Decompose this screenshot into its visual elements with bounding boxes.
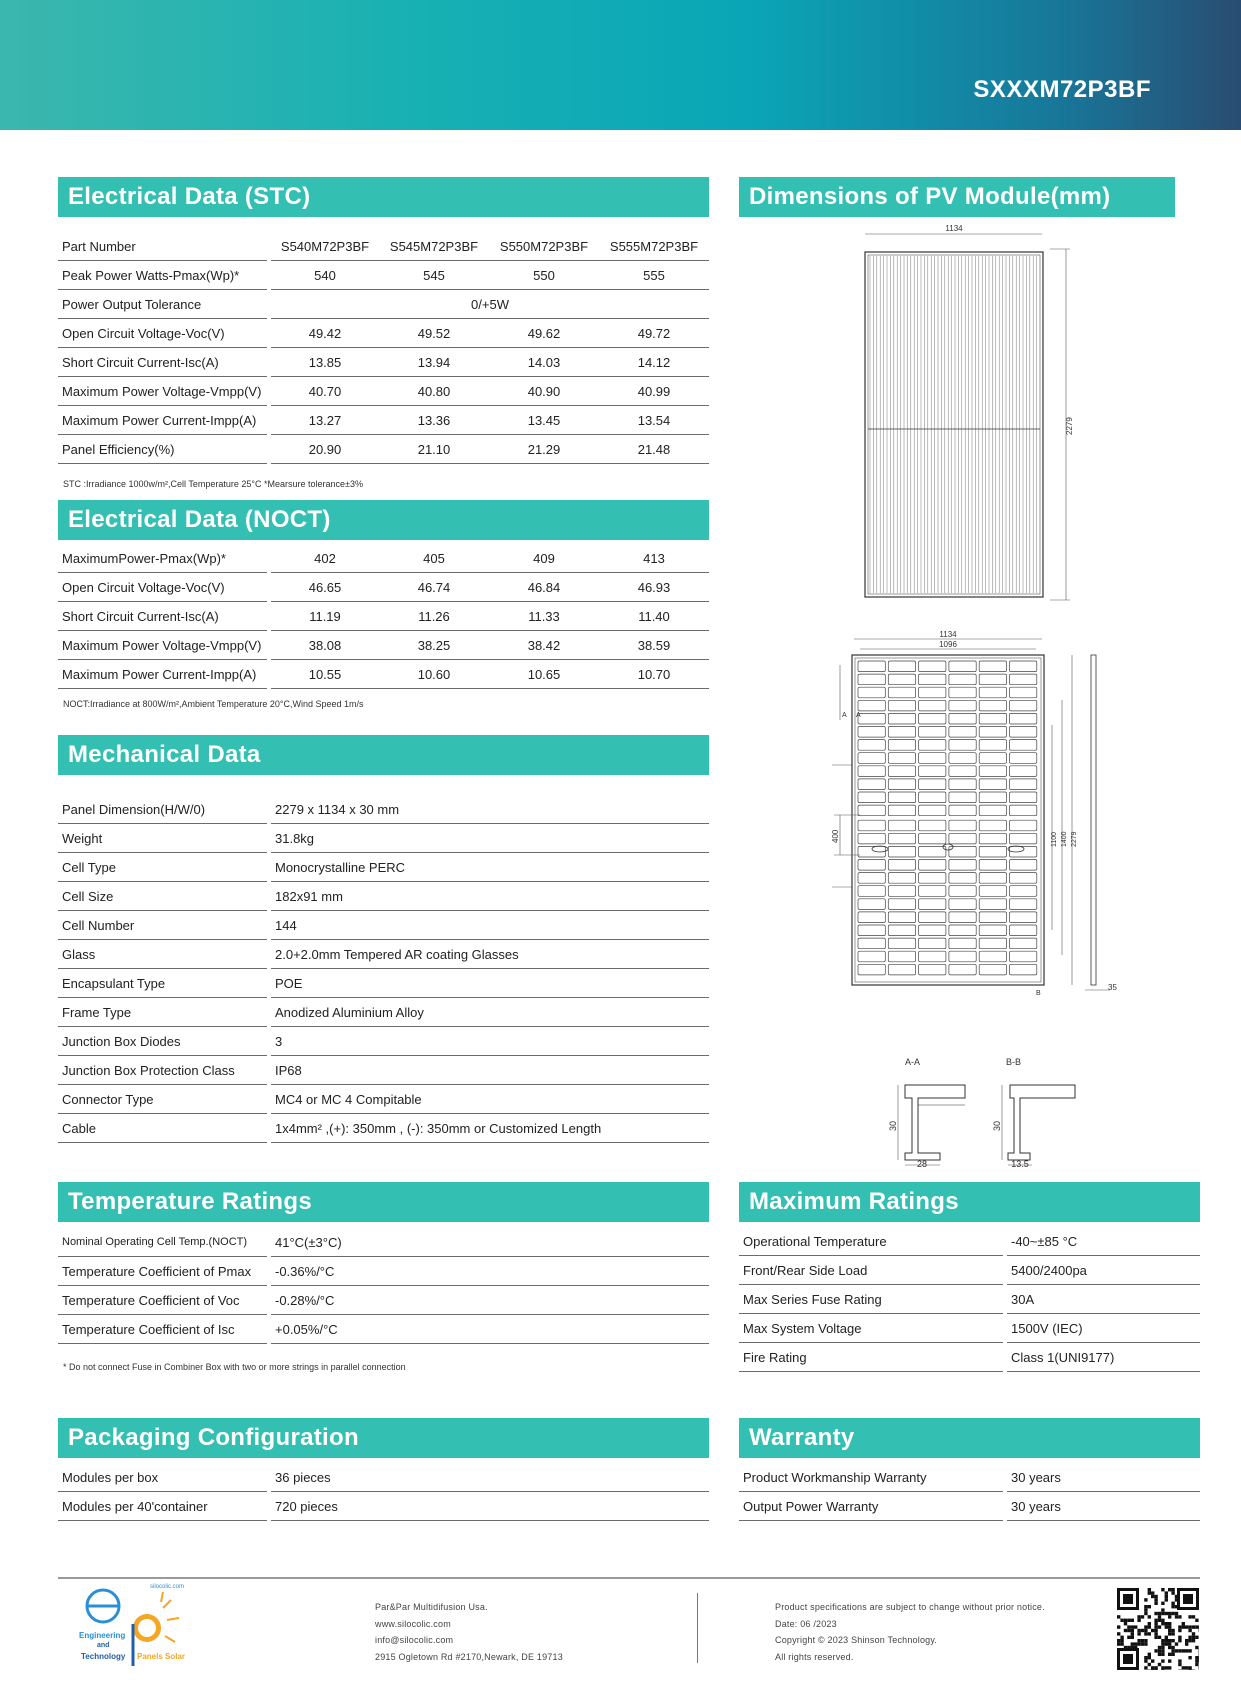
row-value: 5400/2400pa <box>1005 1256 1200 1285</box>
row-value: 46.65 <box>269 573 379 602</box>
dim-400: 400 <box>831 829 840 843</box>
row-label: Nominal Operating Cell Temp.(NOCT) <box>58 1228 269 1257</box>
row-value: 21.48 <box>599 435 709 464</box>
module-front-drawing <box>820 220 1080 610</box>
temperature-title: Temperature Ratings <box>68 1188 312 1215</box>
row-value: 2.0+2.0mm Tempered AR coating Glasses <box>269 940 709 969</box>
row-value: 46.93 <box>599 573 709 602</box>
row-value: 49.42 <box>269 319 379 348</box>
row-label: Open Circuit Voltage-Voc(V) <box>58 319 269 348</box>
row-value: 11.26 <box>379 602 489 631</box>
row-value: 13.54 <box>599 406 709 435</box>
table-row <box>58 631 709 660</box>
row-value: Anodized Aluminium Alloy <box>269 998 709 1027</box>
row-value: 38.59 <box>599 631 709 660</box>
table-row <box>739 1285 1200 1314</box>
stc-column-header: S555M72P3BF <box>599 232 709 261</box>
row-value: 13.45 <box>489 406 599 435</box>
table-row <box>58 1056 709 1085</box>
row-value: 1500V (IEC) <box>1005 1314 1200 1343</box>
row-label: Modules per box <box>58 1463 269 1492</box>
row-label: Panel Dimension(H/W/0) <box>58 795 269 824</box>
dimensions-title: Dimensions of PV Module(mm) <box>749 183 1111 210</box>
table-row <box>58 1228 709 1257</box>
stc-table <box>58 232 709 464</box>
row-value: 11.40 <box>599 602 709 631</box>
row-label: Cell Type <box>58 853 269 882</box>
noct-note: NOCT:Irradiance at 800W/m²,Ambient Temperature 20°C,Wind Speed 1m/s <box>63 699 364 709</box>
section-a-width: 28 <box>916 1159 928 1169</box>
packaging-table <box>58 1463 709 1521</box>
row-label: Temperature Coefficient of Pmax <box>58 1257 269 1286</box>
row-label: Operational Temperature <box>739 1227 1005 1256</box>
row-value: 540 <box>269 261 379 290</box>
row-label: Output Power Warranty <box>739 1492 1005 1521</box>
row-label: Frame Type <box>58 998 269 1027</box>
row-value: 405 <box>379 544 489 573</box>
table-row <box>58 882 709 911</box>
temperature-note: * Do not connect Fuse in Combiner Box with two or more strings in parallel connection <box>63 1362 406 1372</box>
row-value: Class 1(UNI9177) <box>1005 1343 1200 1372</box>
table-row <box>58 853 709 882</box>
row-label: Maximum Power Voltage-Vmpp(V) <box>58 377 269 406</box>
row-value: 550 <box>489 261 599 290</box>
table-row <box>58 1492 709 1521</box>
row-value: 30A <box>1005 1285 1200 1314</box>
row-label: Maximum Power Current-Impp(A) <box>58 660 269 689</box>
row-value: 13.85 <box>269 348 379 377</box>
table-row <box>58 940 709 969</box>
table-row <box>58 406 709 435</box>
row-value: 10.65 <box>489 660 599 689</box>
row-value: IP68 <box>269 1056 709 1085</box>
row-value: 3 <box>269 1027 709 1056</box>
row-label: Junction Box Diodes <box>58 1027 269 1056</box>
section-a-height: 30 <box>888 1120 898 1131</box>
temperature-table <box>58 1228 709 1344</box>
dim-height-top: 2279 <box>1065 417 1074 435</box>
row-label: Product Workmanship Warranty <box>739 1463 1005 1492</box>
table-row <box>58 290 709 319</box>
maximum-table <box>739 1227 1200 1372</box>
mechanical-section-header <box>58 735 709 775</box>
row-label: Glass <box>58 940 269 969</box>
qr-code-icon[interactable] <box>1117 1588 1199 1670</box>
row-value: 2279 x 1134 x 30 mm <box>269 795 709 824</box>
row-label: Panel Efficiency(%) <box>58 435 269 464</box>
row-value: 36 pieces <box>269 1463 709 1492</box>
table-row <box>58 348 709 377</box>
row-value: 30 years <box>1005 1492 1200 1521</box>
row-value: 13.94 <box>379 348 489 377</box>
table-row <box>58 1286 709 1315</box>
row-value: -0.36%/°C <box>269 1257 709 1286</box>
row-value: -0.28%/°C <box>269 1286 709 1315</box>
header-banner <box>0 0 1241 130</box>
row-label: Encapsulant Type <box>58 969 269 998</box>
table-row <box>58 544 709 573</box>
table-row <box>58 261 709 290</box>
model-title: SXXXM72P3BF <box>973 76 1151 103</box>
row-label: Fire Rating <box>739 1343 1005 1372</box>
row-label: Cell Number <box>58 911 269 940</box>
row-label: Temperature Coefficient of Isc <box>58 1315 269 1344</box>
row-value: -40~±85 °C <box>1005 1227 1200 1256</box>
row-value: 144 <box>269 911 709 940</box>
row-value: 30 years <box>1005 1463 1200 1492</box>
dim-width-top: 1134 <box>945 224 963 233</box>
row-value: 11.19 <box>269 602 379 631</box>
row-value: 49.62 <box>489 319 599 348</box>
row-value: 21.29 <box>489 435 599 464</box>
warranty-section-header <box>739 1418 1200 1458</box>
table-row <box>58 1027 709 1056</box>
table-row <box>58 1257 709 1286</box>
stc-column-header: S540M72P3BF <box>269 232 379 261</box>
row-label: Peak Power Watts-Pmax(Wp)* <box>58 261 269 290</box>
footer-legal: Product specifications are subject to change without prior notice. Date: 06 /2023 Copyright © 2023 Shinson Technology. All rights reserved. <box>775 1602 1045 1662</box>
row-value: 40.80 <box>379 377 489 406</box>
row-label: Power Output Tolerance <box>58 290 269 319</box>
table-row <box>58 435 709 464</box>
row-label: Temperature Coefficient of Voc <box>58 1286 269 1315</box>
footer-contact: Par&Par Multidifusion Usa. www.silocolic.com info@silocolic.com 2915 Ogletown Rd #2170,Newark, DE 19713 <box>375 1602 563 1662</box>
mark-b: B <box>1036 990 1041 997</box>
row-value: 40.70 <box>269 377 379 406</box>
row-value: 11.33 <box>489 602 599 631</box>
stc-title: Electrical Data (STC) <box>68 183 311 210</box>
table-row <box>739 1227 1200 1256</box>
dim-1100: 1100 <box>1051 831 1058 847</box>
dim-thick: 35 <box>1108 983 1117 992</box>
row-value: 182x91 mm <box>269 882 709 911</box>
row-value: 38.25 <box>379 631 489 660</box>
module-cells-drawing <box>820 625 1130 1015</box>
section-b-label: B-B <box>1006 1057 1022 1067</box>
table-row <box>739 1343 1200 1372</box>
row-label: Cable <box>58 1114 269 1143</box>
row-label: Max Series Fuse Rating <box>739 1285 1005 1314</box>
row-value: 38.42 <box>489 631 599 660</box>
table-row <box>58 998 709 1027</box>
row-label: Connector Type <box>58 1085 269 1114</box>
row-value: 49.52 <box>379 319 489 348</box>
row-value: 14.12 <box>599 348 709 377</box>
temperature-section-header <box>58 1182 709 1222</box>
row-value: 720 pieces <box>269 1492 709 1521</box>
stc-header-label: Part Number <box>58 232 269 261</box>
stc-section-header <box>58 177 709 217</box>
svg-text:and: and <box>97 1642 110 1649</box>
row-label: Cell Size <box>58 882 269 911</box>
svg-text:Technology: Technology <box>81 1652 126 1661</box>
row-value: 40.90 <box>489 377 599 406</box>
table-row <box>739 1492 1200 1521</box>
row-label: Front/Rear Side Load <box>739 1256 1005 1285</box>
dim-2279: 2279 <box>1071 831 1078 847</box>
row-value: 21.10 <box>379 435 489 464</box>
row-value: 10.60 <box>379 660 489 689</box>
dim-width-inner: 1096 <box>939 640 957 649</box>
row-value: 402 <box>269 544 379 573</box>
row-value: 13.27 <box>269 406 379 435</box>
row-label: Modules per 40'container <box>58 1492 269 1521</box>
packaging-section-header <box>58 1418 709 1458</box>
svg-text:silocolic.com: silocolic.com <box>150 1584 185 1590</box>
svg-text:Engineering: Engineering <box>79 1631 126 1640</box>
table-row <box>58 1085 709 1114</box>
maximum-section-header <box>739 1182 1200 1222</box>
row-label: Junction Box Protection Class <box>58 1056 269 1085</box>
row-value: 413 <box>599 544 709 573</box>
row-value: 409 <box>489 544 599 573</box>
warranty-title: Warranty <box>749 1424 855 1451</box>
noct-table <box>58 544 709 689</box>
row-label: Open Circuit Voltage-Voc(V) <box>58 573 269 602</box>
table-row <box>58 377 709 406</box>
table-row <box>58 660 709 689</box>
table-row <box>58 1114 709 1143</box>
company-logo <box>75 1580 205 1670</box>
mechanical-title: Mechanical Data <box>68 741 261 768</box>
table-row <box>739 1463 1200 1492</box>
section-a-label: A-A <box>905 1057 921 1067</box>
table-row <box>58 969 709 998</box>
row-value: 0/+5W <box>269 290 709 319</box>
table-row <box>58 1315 709 1344</box>
svg-text:Panels Solar: Panels Solar <box>137 1652 186 1661</box>
row-label: MaximumPower-Pmax(Wp)* <box>58 544 269 573</box>
footer-divider <box>58 1577 1200 1579</box>
row-value: 555 <box>599 261 709 290</box>
row-value: 545 <box>379 261 489 290</box>
row-label: Weight <box>58 824 269 853</box>
row-label: Max System Voltage <box>739 1314 1005 1343</box>
row-value: 49.72 <box>599 319 709 348</box>
row-value: 20.90 <box>269 435 379 464</box>
row-value: 38.08 <box>269 631 379 660</box>
table-row <box>58 573 709 602</box>
row-value: 10.55 <box>269 660 379 689</box>
row-value: 31.8kg <box>269 824 709 853</box>
warranty-table <box>739 1463 1200 1521</box>
row-value: 40.99 <box>599 377 709 406</box>
dim-1400: 1400 <box>1061 831 1068 847</box>
mechanical-table <box>58 795 709 1143</box>
packaging-title: Packaging Configuration <box>68 1424 359 1451</box>
row-value: 1x4mm² ,(+): 350mm , (-): 350mm or Customized Length <box>269 1114 709 1143</box>
row-value: 14.03 <box>489 348 599 377</box>
row-label: Short Circuit Current-Isc(A) <box>58 602 269 631</box>
mark-a-left: A <box>842 712 847 719</box>
row-value: 46.74 <box>379 573 489 602</box>
row-value: 10.70 <box>599 660 709 689</box>
maximum-title: Maximum Ratings <box>749 1188 959 1215</box>
dim-width-outer: 1134 <box>939 630 957 639</box>
dimensions-section-header <box>739 177 1175 217</box>
section-b-height: 30 <box>992 1120 1002 1131</box>
table-row <box>58 319 709 348</box>
cross-section-drawing <box>870 1055 1090 1170</box>
table-row <box>58 602 709 631</box>
stc-column-header: S545M72P3BF <box>379 232 489 261</box>
stc-note: STC :Irradiance 1000w/m²,Cell Temperature 25°C *Mearsure tolerance±3% <box>63 479 364 489</box>
row-value: Monocrystalline PERC <box>269 853 709 882</box>
table-row <box>739 1256 1200 1285</box>
row-label: Maximum Power Current-Impp(A) <box>58 406 269 435</box>
stc-column-header: S550M72P3BF <box>489 232 599 261</box>
table-row <box>58 911 709 940</box>
row-value: MC4 or MC 4 Compitable <box>269 1085 709 1114</box>
table-row <box>58 795 709 824</box>
table-row <box>739 1314 1200 1343</box>
footer-vertical-divider <box>697 1593 698 1663</box>
row-value: 13.36 <box>379 406 489 435</box>
table-row <box>58 1463 709 1492</box>
row-value: POE <box>269 969 709 998</box>
row-value: 46.84 <box>489 573 599 602</box>
noct-section-header <box>58 500 709 540</box>
noct-title: Electrical Data (NOCT) <box>68 506 331 533</box>
row-label: Maximum Power Voltage-Vmpp(V) <box>58 631 269 660</box>
section-b-width: 13.5 <box>1011 1159 1029 1169</box>
mark-a-right: A <box>856 712 861 719</box>
row-value: +0.05%/°C <box>269 1315 709 1344</box>
row-label: Short Circuit Current-Isc(A) <box>58 348 269 377</box>
table-row <box>58 824 709 853</box>
row-value: 41°C(±3°C) <box>269 1228 709 1257</box>
